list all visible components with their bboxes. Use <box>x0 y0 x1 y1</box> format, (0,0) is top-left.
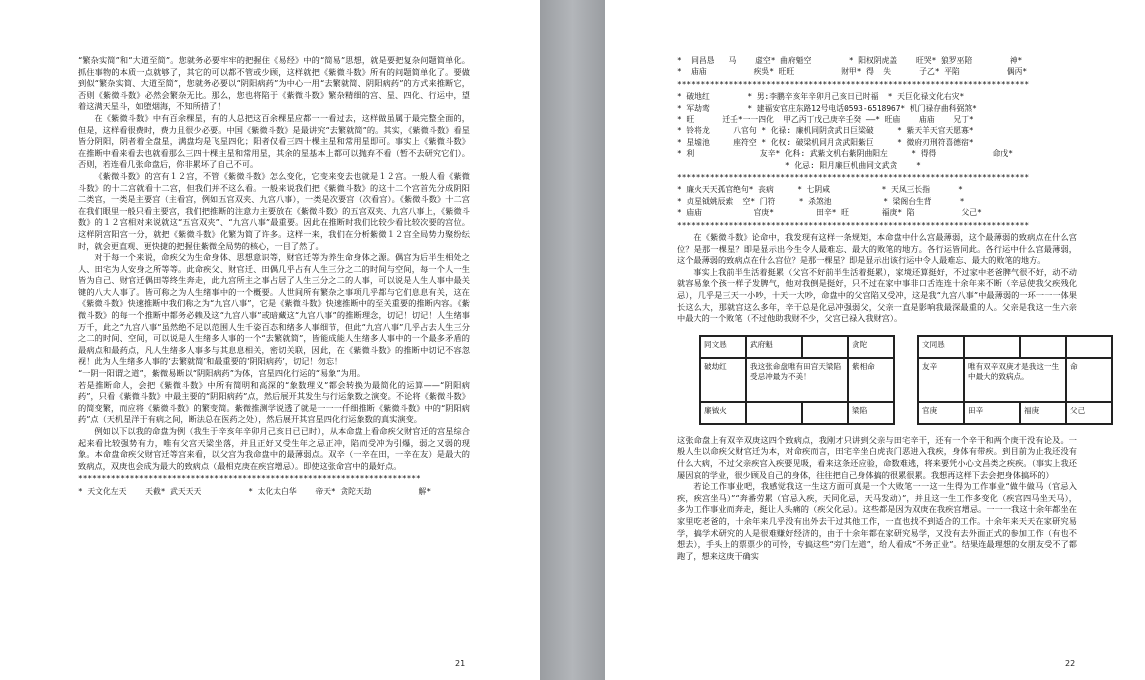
chart-border-line: *************************************************************************** <box>677 173 1030 183</box>
paragraph: 事实上我前半生活着挺累（父宫不好前半生活着挺累），家境还算挺好，不过家中老爸脾气很不好，动不动就容易象个孩一样子发脾气，他对我倒是挺好，只不过在家中事非口舌连连十余年来不断（辛忌使我父疾残化忌），几乎是三天一小吵，十天一大吵，命盘中的父宫陷又受冲，这是我“九宫八事”中最薄弱的一环一一一体果长这么大，那就宫这么多年，辛干总是化忌冲强弱父，父亲一直是影响我最深最重的人。父亲是我这一生六亲中最大的一个败笔（不过他助我财不少，父宫已禄入我财宫）。 <box>677 266 1077 324</box>
page-left <box>0 0 540 680</box>
chart-info-row: * 军劫鸾 * 建福安官庄东路12号电话0593-6518967* 机门禄存曲科弼煞* <box>677 103 977 113</box>
paragraph: “繁杂实简”和“大道至简”。您就务必要牢牢的把握住《易经》中的“简易”思想，就是要把复杂问题简单化。抓住事物的本质一点就够了，其它的可以都不管或少顾，这样就把《紫微斗数》所有的问题简单化了。要做到似“繁杂实简、大道至简”，您就务必要以“阴阳病药”为中心一用“去繁就简、阴阳病药”的方式来推断它，否则《紫微斗数》必然会繁杂无比。那么，您也将陷于《紫微斗数》繁杂精细的宫、星、四化、行运中，望着这满天星斗，如堕烟海，不知所措了！ <box>78 55 470 112</box>
chart-cell <box>1066 336 1112 358</box>
chart-cell: 父己 <box>1066 402 1112 424</box>
mini-chart-1 <box>699 335 895 425</box>
chart-cell <box>746 402 802 424</box>
page-number: 22 <box>1065 659 1076 669</box>
page-number: 21 <box>455 659 466 669</box>
chart-border-line: *************************************************************************** <box>677 220 1030 230</box>
chart-cell: 官庚 <box>918 402 964 424</box>
chart-cell: 贪陀 <box>848 336 894 358</box>
chart-star-row: * 同昌恳 马 虚空* 曲府魁空 * 阳权阴虎盖 旺哭* 狼罗巫陪 神* <box>677 56 1023 65</box>
chart-info-row: * 旺 迁壬*一一四化 甲乙丙丁戊己庚辛壬癸 ——* 旺庙 庙庙 兄丁* <box>677 115 974 125</box>
chart-center-note: 我这张命盘唯有田宫天梁陷受忌冲最为不美！ <box>746 358 848 402</box>
chart-sihua-row: * 星墟池 座符空 * 化权: 破梁机同月贪武阳紫巨 * 微府刃刑符喜德宿* <box>677 137 974 147</box>
page-gutter <box>540 0 605 680</box>
paragraph: “一阴一阳谓之道”，紫微易断以“阴阳病药”为体，宫星四化行运的“易象”为用。 <box>78 368 366 379</box>
chart-cell <box>802 402 848 424</box>
paragraph: 在《紫微斗数》论命中，我发现有这样一条规矩，本命盘中什么宫最薄弱，这个最薄弱的致病点在什么宫位？是那一棵星？即是显示出今生令人最难忘、最大的败笔的地方。各行运皆同此。各行运中什么宫最薄弱，这个最薄弱的致病点在什么宫位？是那一棵星？即是显示出该行运中令人最难忘、最大的败笔的地方。 <box>677 232 1077 266</box>
chart-cell: 田辛 <box>964 402 1020 424</box>
chart-star-row: * 贞星钺姚辰索 空* 门符 * 杀煞池 * 梁阁台生背 * <box>677 196 965 206</box>
paragraph: 《紫微斗数》的宫有１２宫，不管《紫微斗数》怎么变化，它变来变去也就是１２宫。一般人看《紫微斗数》的十二宫就看十二宫，但我们并不这么看。一般来说我们把《紫微斗数》的这十二个宫首先分成阴阳二类宫，一类是主要宫（主看宫，例如五宫双夹、九宫八事），一类是次要宫（次看宫）。《紫微斗数》十二宫在我们眼里一般只看主要宫，我们把推断的注意力主要放在《紫微斗数》的五宫双夹、九宫八事上，《紫微斗数》的１２宫相对来说就这“五宫双夹”、“九宫八事”最重要。因此在推断时我们比较少看比较次要的宫位。这样阴宫阳宫一分，就把《紫微斗数》化繁为简了许多。这样一来，我们在分析紫微１２宫全局势力聚纷纭时，就会更直观、更快捷的把握住紫微全局势的核心，一目了然了。 <box>78 170 470 251</box>
paragraph: 在《紫微斗数》中有百余棵星，有的人总把这百余棵星应都一一看过去，这样做虽属于最完整全面的，但是，这样看很费时，费力且很少必要。中国《紫微斗数》是最讲究“去繁就简”的。其实，《紫微斗数》看星皆分阴阳，阴者着全盘星，满盘均是飞星四化；阳者仅看三四十棵主星和常用星即可。事实上《紫微斗数》在推断中看来看去也就看那么三四十棵主星和常用星，其余的星基本上都可以抛弃不看（暂不去研究它们）。否则，若连看几张命盘后，你非累坏了自己不可。 <box>78 112 470 170</box>
chart-cell: 同文恳 <box>700 336 746 358</box>
chart-star-row: * 天文化左天 天截* 武天天天 * 太化太白华 帝天* 贪陀天劫 解* <box>78 486 432 496</box>
chart-cell: 紫相命 <box>848 358 894 402</box>
chart-sihua-row: * 化忌: 阳月廉巨机曲同文武贪 * <box>677 160 921 170</box>
chart-star-row: * 庙庙 疾吳* 旺旺 财甲* 得 失 子乙* 平陷 偶丙* <box>677 67 1028 77</box>
chart-cell <box>1020 336 1066 358</box>
chart-cell: 福庚 <box>1020 402 1066 424</box>
chart-sihua-row: * 铃将龙 八官句 * 化禄: 廉机同阴贪武日巨梁破 * 紫天羊天官天愿寡* <box>677 126 974 136</box>
chart-star-row: * 廉火天天孤官绝句* 丧病 * 七阴咸 * 天凤三长指 * <box>677 185 963 195</box>
chart-cell: 廉钺火 <box>700 402 746 424</box>
mini-chart-2 <box>917 335 1113 425</box>
chart-star-row: * 庙庙 官庚* 田辛* 旺 福庚* 陷 父己* <box>677 208 982 218</box>
chart-center-note: 唯有双辛双庚才是我这一生中最大的致病点。 <box>964 358 1066 402</box>
paragraph: 若是推断命人，会把《紫微斗数》中所有简明和高深的“象数理义”都会转换为最简化的运算——“阴阳病药”，只看《紫微斗数》中最主要的“阴阳病药”点，然后展开其发生与行运象数之演变。不论将《紫微斗数》的简变繁，而应将《紫微斗数》的繁变简。紫微推测学说透了就是一一一仟细推断《紫微斗数》中的“阴阳病药”点（天机星洋于有病之间，断法总在医药之处），然后展开其宫星四化行运象数的真实演变。 <box>78 379 470 425</box>
paragraph: 对于每一个来说，命疾父为生命身体、思想意识等，财官迁等为养生命身体之源。偶宫为后半生相处之人、田宅为人安身之所等等。此命疾父、财官迁、田偶几乎占有人生三分之二的时间与空间，每一个人一生皆为自己、财官迁偶田等终生奔走，此九宫所主之事占居了人生三分之二的人事，可以说是人生人事中最关键的八大人事了。皆可称之为人生绪事中的一个概要。人世间所有繁杂之事项几乎都与它们息息有关，这在《紫微斗数》快速推断中我们称之为“九宫八事”，它是《紫微斗数》快速推断中的至关重要的推断内容。《紫微斗数》的每一个推断中都务必赖及这“九宫八事”或暗藏这“九宫八事”的推断理念，切记！切记！人生绪事万千，此之“九宫八事”虽然绝不足以范围人生千姿百态和绪多人事细节，但此“九宫八事”几乎占去人生三分之二的时间、空间，可以说是人生绪多人事的一个“去繁就简”，皆能成能人生绪多人事中的一个最多矛盾的最病点和最药点，凡人生绪多人事多与其息息相关，密切关联，因此，在《紫微斗数》的推断中切记不容忽视！此为人生绪多人事的‘去繁就简’和最重要的‘阴阳病药’，切记！勿忘！ <box>78 252 470 367</box>
chart-info-row: * 破地红 * 男:李鹏辛亥年辛卯月己亥日已时福 * 天巨化禄文化右灾* <box>677 92 965 102</box>
chart-border-line: *************************************************************************** <box>677 79 1030 89</box>
chart-cell: 破劫红 <box>700 358 746 402</box>
chart-cell: 命 <box>1066 358 1112 402</box>
chart-cell: 文同恳 <box>918 336 964 358</box>
chart-border-line: ************************************************************************* <box>78 474 421 484</box>
paragraph: 这张命盘上有双辛双庚这四个致病点，我刚才只讲到父亲与田宅辛干，还有一个辛干和两个庚干没有论及。一般人生以命疾父财官迁为本，对命疾而言，田宅辛坐白虎丧门恶进入我疾，身体有带疾。到目前为止我还没有什么大病，不过父亲疾宫入疾要见吸，看来这条还应验，命数难逃，将来要凭小心文昌类之疾疾。（事实上我还屡因哀的学业，很少顾及自己的身体，往往把自己身体搞的很累很累。我想再这样下去会把身体搞坏的） <box>677 434 1077 480</box>
mini-charts <box>699 335 1086 425</box>
chart-cell: 友辛 <box>918 358 964 402</box>
chart-cell <box>802 336 848 358</box>
chart-cell: 武府魁 <box>746 336 802 358</box>
page-right <box>605 0 1145 680</box>
chart-cell: 梁陷 <box>848 402 894 424</box>
paragraph: 例如以下以我的命盘为例（我生于辛亥年辛卯月己亥日已已时），从本命盘上看命疾父财官迁的宫星综合起来看比较强势有力，唯有父宫天梁坐落，并且正好又受生年之忌正冲，陷而受冲为引爆，弱之又弱的现象。本命盘命疾父财官迁等宫来看，以父宫为我命盘中的最薄弱点。双辛（一辛在田，一辛在友）是最大的致病点，双庚也会成为最大的致病点（最相克庚在疾宫增忌）。即使这张命宫中的最好点。 <box>78 426 470 471</box>
chart-cell <box>964 336 1020 358</box>
paragraph: 若论工作事业吧，我感觉我这一生这方面可真是一个大败笔一一这一生得为工作事业“做牛做马（官忌入疾，疾宫坐马）”“奔番劳累（官忌入疾，天同化忌，天马发动）”，并且这一生工作多变化（疾宫四马坐天马），多为工作事业而奔走，挺让人头痛的（疾父化忌）。这些都是因为双庚在我疾宫增忌。一一一我这十余年都坐在家里吃老爸的，十余年来几乎没有出外去干过其他工作，一直也找不到适合的工作。十余年来天天在家研究易学，搞学术研究的人是很难赚好经济的，由于十余年都在家研究易学，又没有去外面正式的参加工作（有也不想去），手头上的票票少的可怜，专搞这些“旁门左道”，给人看成“不务正业”。结果连最理想的女朋友受不了都跑了，想来这庚干确实 <box>677 481 1077 561</box>
chart-sihua-row: * 利 友辛* 化科: 武紫文机右紫阴曲阳左 * 得得 命戊* <box>677 149 1013 159</box>
